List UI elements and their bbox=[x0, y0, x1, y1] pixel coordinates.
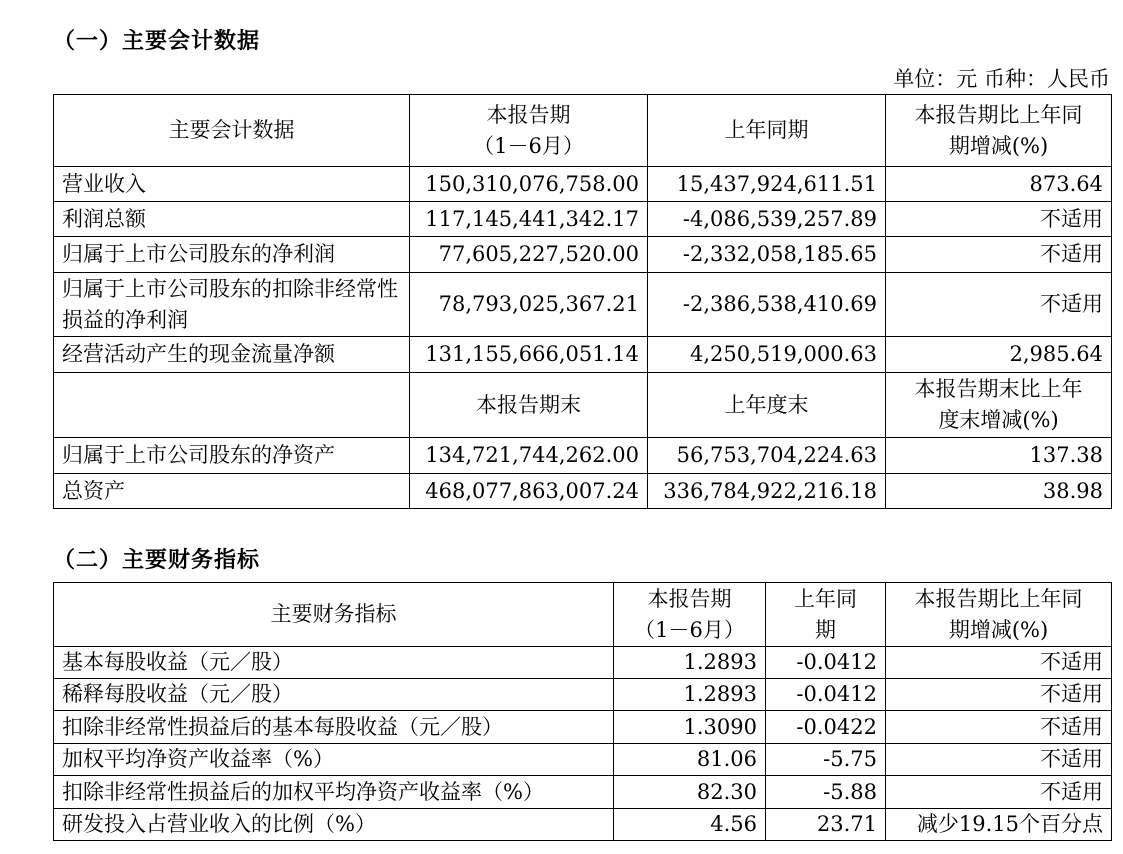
row-change: 873.64 bbox=[886, 167, 1112, 202]
table-row bbox=[54, 679, 1112, 711]
row-current: 81.06 bbox=[614, 744, 766, 776]
row-label: 基本每股收益（元／股） bbox=[54, 647, 614, 679]
row-prior: -2,332,058,185.65 bbox=[648, 237, 886, 273]
table-header-row bbox=[54, 95, 1112, 167]
row-label: 研发投入占营业收入的比例（%） bbox=[54, 809, 614, 841]
row-label: 扣除非经常性损益后的加权平均净资产收益率（%） bbox=[54, 776, 614, 809]
row-prior: 15,437,924,611.51 bbox=[648, 167, 886, 202]
row-prior: -0.0412 bbox=[766, 679, 886, 711]
row-change: 不适用 bbox=[886, 273, 1112, 337]
header-item: 主要会计数据 bbox=[54, 95, 410, 167]
section2-heading: （二）主要财务指标 bbox=[53, 548, 261, 573]
subheader-empty bbox=[54, 373, 410, 438]
header-change: 本报告期比上年同 期增减(%) bbox=[886, 95, 1112, 167]
row-change: 38.98 bbox=[886, 474, 1112, 509]
table-row bbox=[54, 237, 1112, 273]
accounting-data-table bbox=[53, 94, 1112, 509]
subheader-change: 本报告期末比上年 度末增减(%) bbox=[886, 373, 1112, 438]
row-label: 总资产 bbox=[54, 474, 410, 509]
table-subheader-row bbox=[54, 373, 1112, 438]
row-label: 加权平均净资产收益率（%） bbox=[54, 744, 614, 776]
row-current: 134,721,744,262.00 bbox=[410, 438, 648, 474]
row-current: 1.2893 bbox=[614, 679, 766, 711]
table-header-row bbox=[54, 583, 1112, 647]
row-current: 131,155,666,051.14 bbox=[410, 337, 648, 373]
header-current-period: 本报告期 （1－6月） bbox=[614, 583, 766, 647]
row-label: 利润总额 bbox=[54, 202, 410, 237]
row-current: 77,605,227,520.00 bbox=[410, 237, 648, 273]
row-change: 减少19.15个百分点 bbox=[886, 809, 1112, 841]
row-label: 经营活动产生的现金流量净额 bbox=[54, 337, 410, 373]
row-label: 扣除非经常性损益后的基本每股收益（元／股） bbox=[54, 711, 614, 744]
row-current: 150,310,076,758.00 bbox=[410, 167, 648, 202]
header-prior-period: 上年同 期 bbox=[766, 583, 886, 647]
row-current: 1.3090 bbox=[614, 711, 766, 744]
header-prior-period: 上年同期 bbox=[648, 95, 886, 167]
table-row bbox=[54, 202, 1112, 237]
row-change: 不适用 bbox=[886, 202, 1112, 237]
row-current: 468,077,863,007.24 bbox=[410, 474, 648, 509]
row-prior: -0.0422 bbox=[766, 711, 886, 744]
row-prior: 4,250,519,000.63 bbox=[648, 337, 886, 373]
row-label: 归属于上市公司股东的净资产 bbox=[54, 438, 410, 474]
row-change: 不适用 bbox=[886, 744, 1112, 776]
table-row bbox=[54, 438, 1112, 474]
header-item: 主要财务指标 bbox=[54, 583, 614, 647]
row-change: 2,985.64 bbox=[886, 337, 1112, 373]
row-change: 不适用 bbox=[886, 776, 1112, 809]
row-prior: 23.71 bbox=[766, 809, 886, 841]
row-current: 82.30 bbox=[614, 776, 766, 809]
row-prior: -2,386,538,410.69 bbox=[648, 273, 886, 337]
row-current: 78,793,025,367.21 bbox=[410, 273, 648, 337]
row-label: 营业收入 bbox=[54, 167, 410, 202]
table-row bbox=[54, 273, 1112, 337]
table-row bbox=[54, 474, 1112, 509]
row-prior: 56,753,704,224.63 bbox=[648, 438, 886, 474]
row-label: 归属于上市公司股东的净利润 bbox=[54, 237, 410, 273]
row-prior: -0.0412 bbox=[766, 647, 886, 679]
table-row bbox=[54, 744, 1112, 776]
subheader-prior-year-end: 上年度末 bbox=[648, 373, 886, 438]
section1-heading: （一）主要会计数据 bbox=[53, 29, 261, 54]
financial-indicators-table bbox=[53, 582, 1112, 841]
row-prior: -5.75 bbox=[766, 744, 886, 776]
row-current: 1.2893 bbox=[614, 647, 766, 679]
row-change: 不适用 bbox=[886, 647, 1112, 679]
row-change: 137.38 bbox=[886, 438, 1112, 474]
row-label: 归属于上市公司股东的扣除非经常性损益的净利润 bbox=[54, 273, 410, 337]
row-prior: -5.88 bbox=[766, 776, 886, 809]
row-prior: -4,086,539,257.89 bbox=[648, 202, 886, 237]
table-row bbox=[54, 809, 1112, 841]
header-current-period: 本报告期 （1－6月） bbox=[410, 95, 648, 167]
table-row bbox=[54, 711, 1112, 744]
subheader-period-end: 本报告期末 bbox=[410, 373, 648, 438]
row-current: 117,145,441,342.17 bbox=[410, 202, 648, 237]
row-change: 不适用 bbox=[886, 237, 1112, 273]
row-change: 不适用 bbox=[886, 711, 1112, 744]
table-row bbox=[54, 647, 1112, 679]
row-change: 不适用 bbox=[886, 679, 1112, 711]
currency-unit-note: 单位：元 币种：人民币 bbox=[893, 67, 1110, 91]
header-change: 本报告期比上年同 期增减(%) bbox=[886, 583, 1112, 647]
row-label: 稀释每股收益（元／股） bbox=[54, 679, 614, 711]
table-row bbox=[54, 337, 1112, 373]
row-prior: 336,784,922,216.18 bbox=[648, 474, 886, 509]
row-current: 4.56 bbox=[614, 809, 766, 841]
table-row bbox=[54, 776, 1112, 809]
table-row bbox=[54, 167, 1112, 202]
